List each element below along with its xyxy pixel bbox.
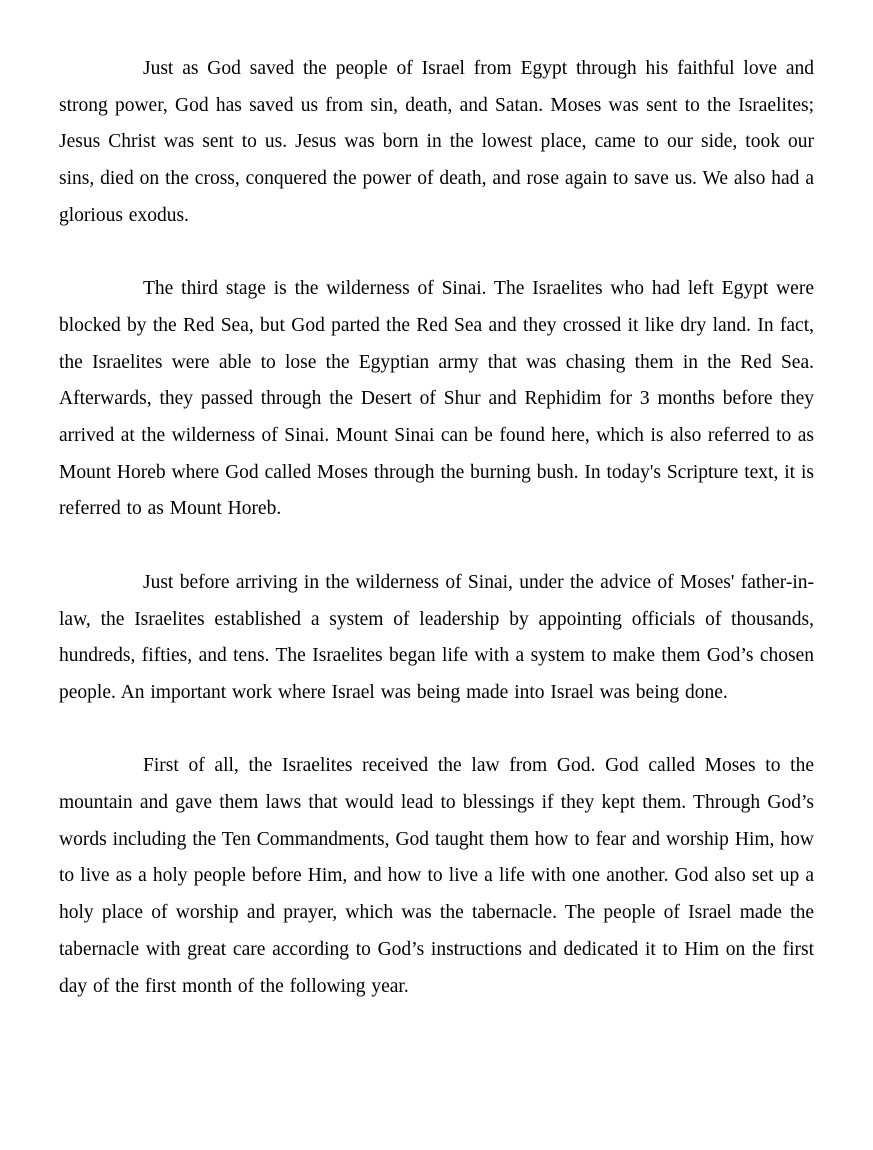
- paragraph-wilderness-of-sinai: The third stage is the wilderness of Sinai. The Israelites who had left Egypt were blocked by the Red Sea, but God parted the Red Sea and they crossed it like dry land. In fact, the Israelites were able to lose the Egyptian army that was chasing them in the Red Sea. Afterwards, they passed through the Desert of Shur and Rephidim for 3 months before they arrived at the wilderness of Sinai. Mount Sinai can be found here, which is also referred to as Mount Horeb where God called Moses through the burning bush. In today's Scripture text, it is referred to as Mount Horeb.: [59, 278, 814, 520]
- paragraph-leadership-system: Just before arriving in the wilderness of Sinai, under the advice of Moses' father-in-law, the Israelites established a system of leadership by appointing officials of thousands, hundreds, fifties, and tens. The Israelites began life with a system to make them God’s chosen people. An important work where Israel was being made into Israel was being done.: [59, 571, 814, 703]
- paragraph-exodus: Just as God saved the people of Israel from Egypt through his faithful love and strong power, God has saved us from sin, death, and Satan. Moses was sent to the Israelites; Jesus Christ was sent to us. Jesus was born in the lowest place, came to our side, took our sins, died on the cross, conquered the power of death, and rose again to save us. We also had a glorious exodus.: [59, 58, 814, 226]
- paragraph-law-and-tabernacle: First of all, the Israelites received the law from God. God called Moses to the mountain and gave them laws that would lead to blessings if they kept them. Through God’s words including the Ten Commandments, God taught them how to fear and worship Him, how to live as a holy people before Him, and how to live a life with one another. God also set up a holy place of worship and prayer, which was the tabernacle. The people of Israel made the tabernacle with great care according to God’s instructions and dedicated it to Him on the first day of the first month of the following year.: [59, 755, 814, 997]
- document-page: [59, 51, 814, 1005]
